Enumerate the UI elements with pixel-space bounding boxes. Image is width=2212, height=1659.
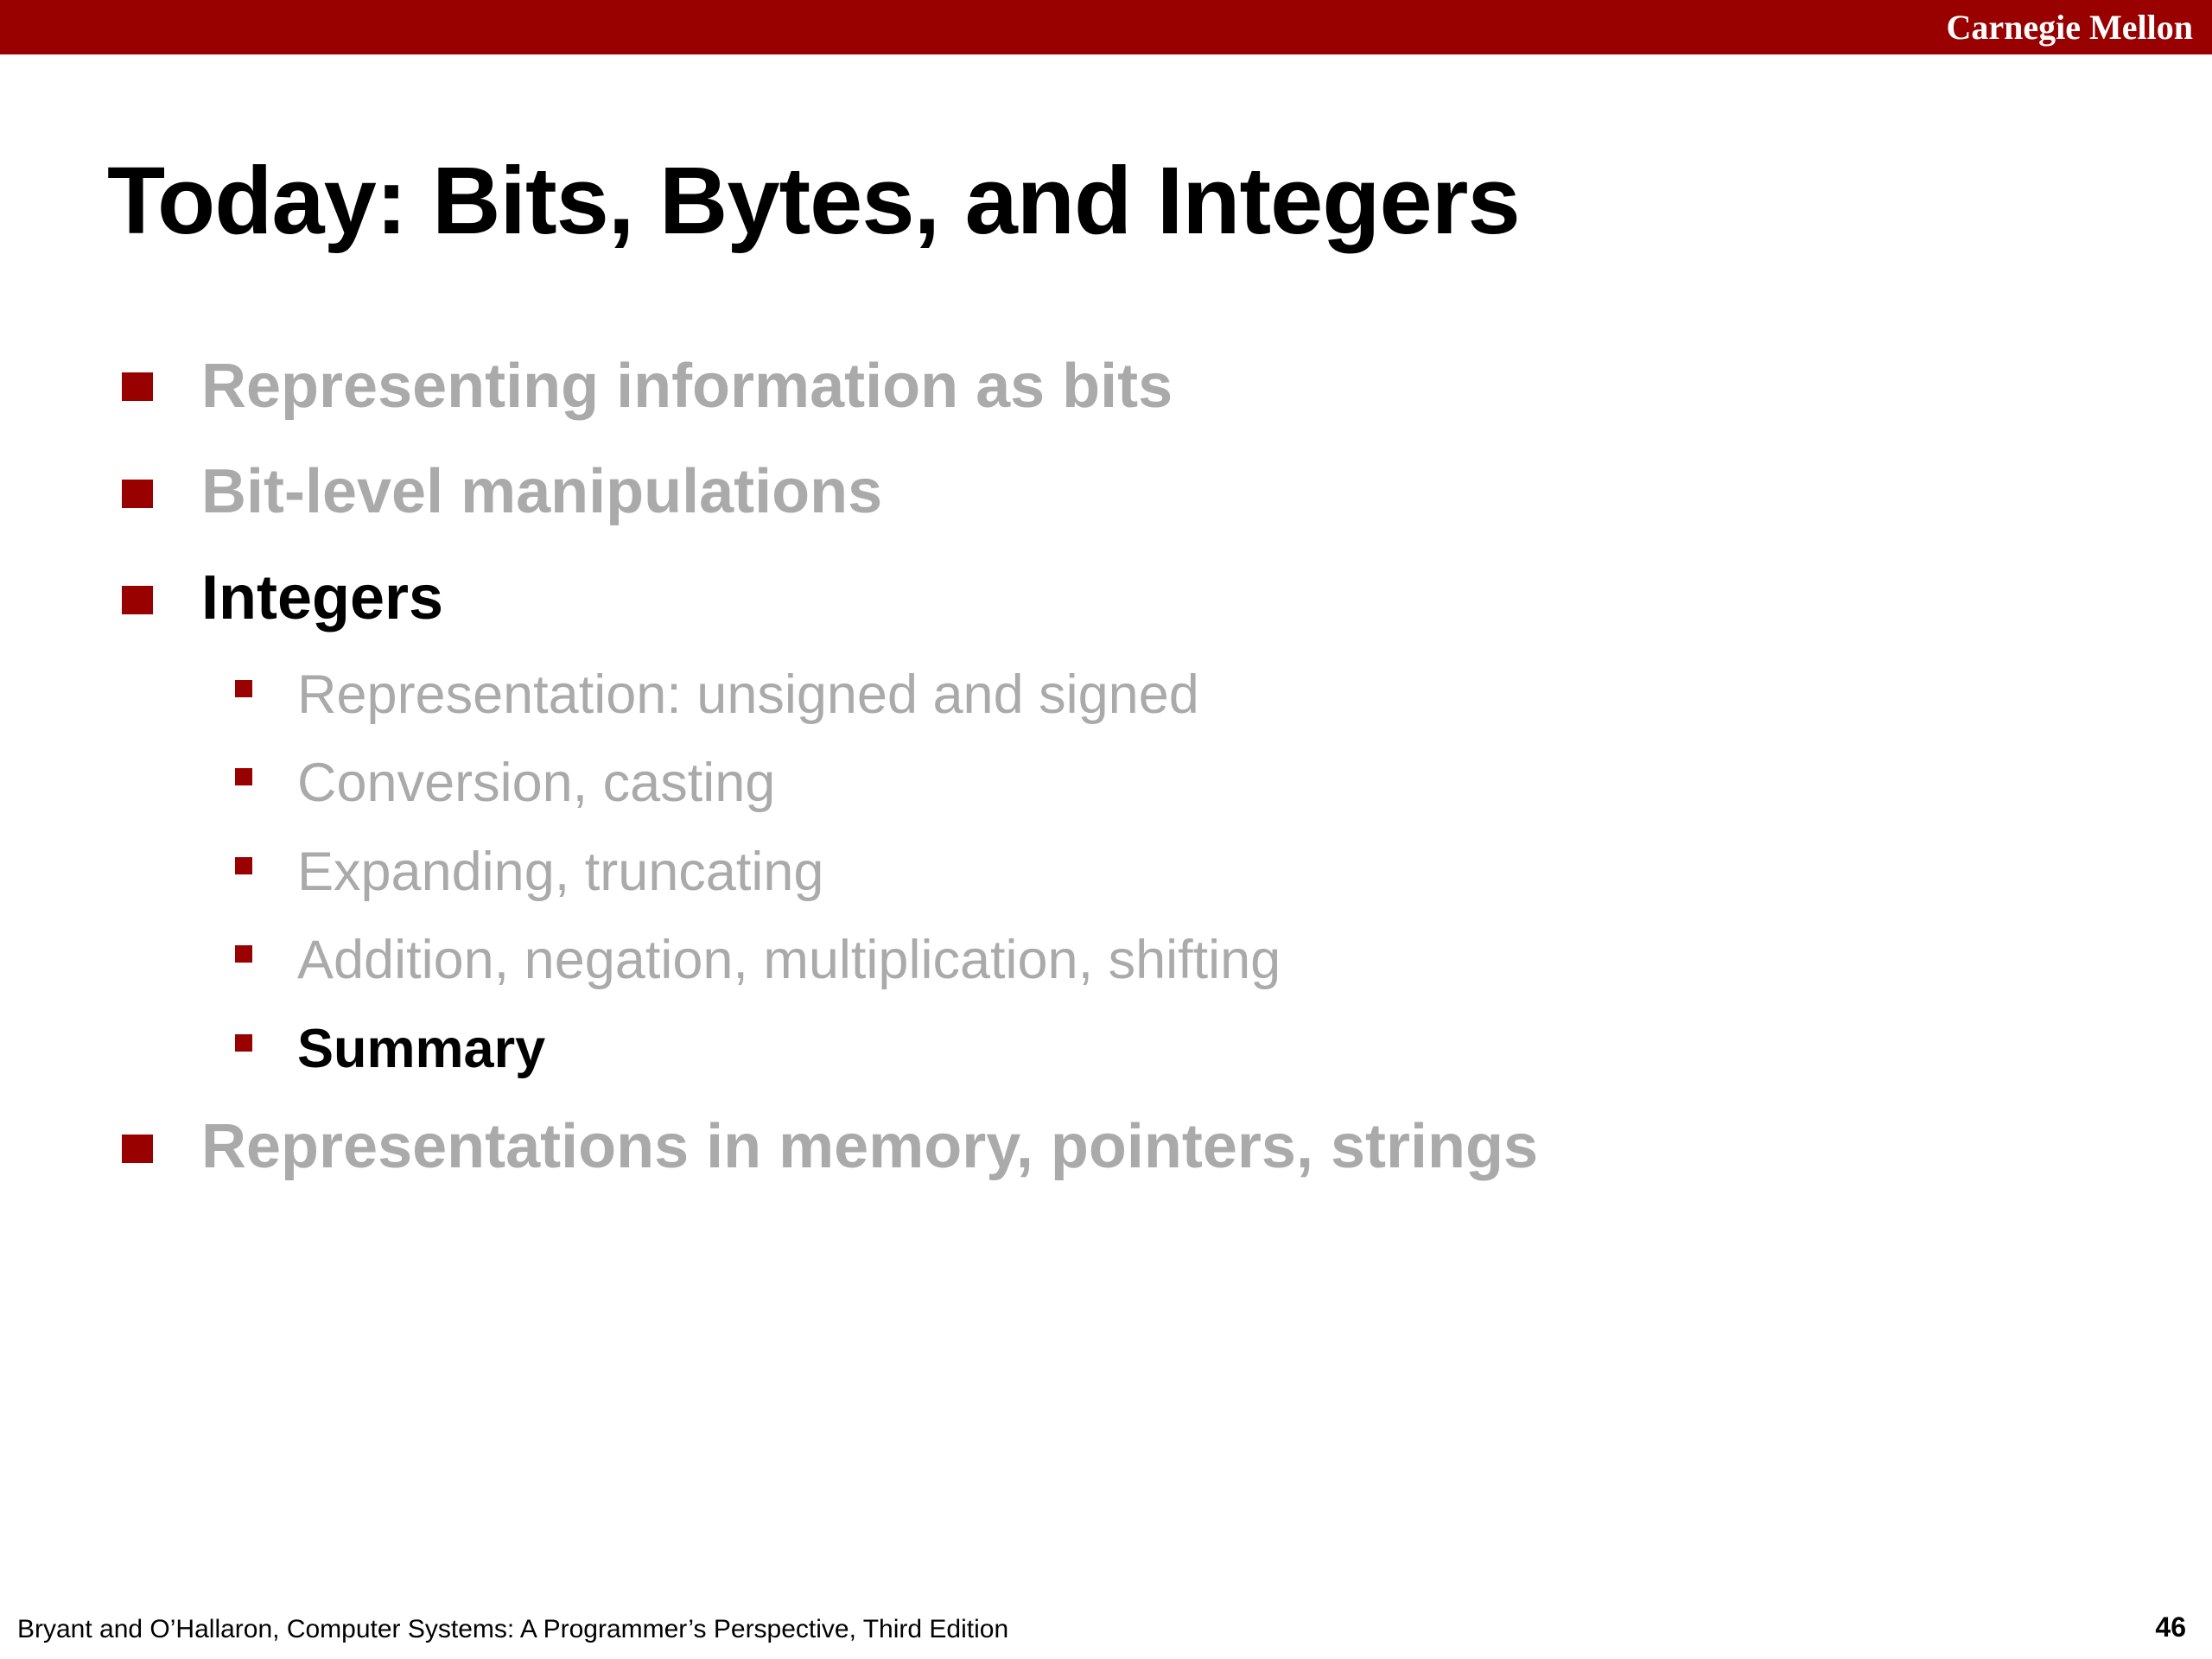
sub-bullet-text: Summary	[297, 1019, 546, 1079]
square-bullet-icon	[235, 857, 252, 874]
page-number: 46	[2155, 1611, 2186, 1643]
sub-bullet-text: Expanding, truncating	[297, 842, 824, 902]
slide-title: Today: Bits, Bytes, and Integers	[107, 148, 1520, 254]
square-bullet-icon	[235, 945, 252, 963]
sub-bullet-text: Conversion, casting	[297, 753, 776, 813]
square-bullet-icon	[122, 372, 153, 401]
brand-logo-text: Carnegie Mellon	[1946, 8, 2193, 47]
bullet-text: Representations in memory, pointers, strings	[201, 1112, 1539, 1181]
sub-bullet-text: Addition, negation, multiplication, shifting	[297, 930, 1281, 990]
bullet-text: Bit-level manipulations	[201, 457, 883, 526]
square-bullet-icon	[235, 680, 252, 697]
sub-bullet-text: Representation: unsigned and signed	[297, 664, 1199, 725]
bullet-text: Integers	[201, 563, 444, 632]
footer-credit: Bryant and O’Hallaron, Computer Systems: A Programmer’s Perspective, Third Edition	[17, 1615, 1009, 1643]
square-bullet-icon	[122, 1135, 153, 1163]
square-bullet-icon	[235, 1034, 252, 1052]
bullet-text: Representing information as bits	[201, 352, 1173, 421]
square-bullet-icon	[235, 768, 252, 785]
square-bullet-icon	[122, 480, 153, 508]
square-bullet-icon	[122, 586, 153, 614]
